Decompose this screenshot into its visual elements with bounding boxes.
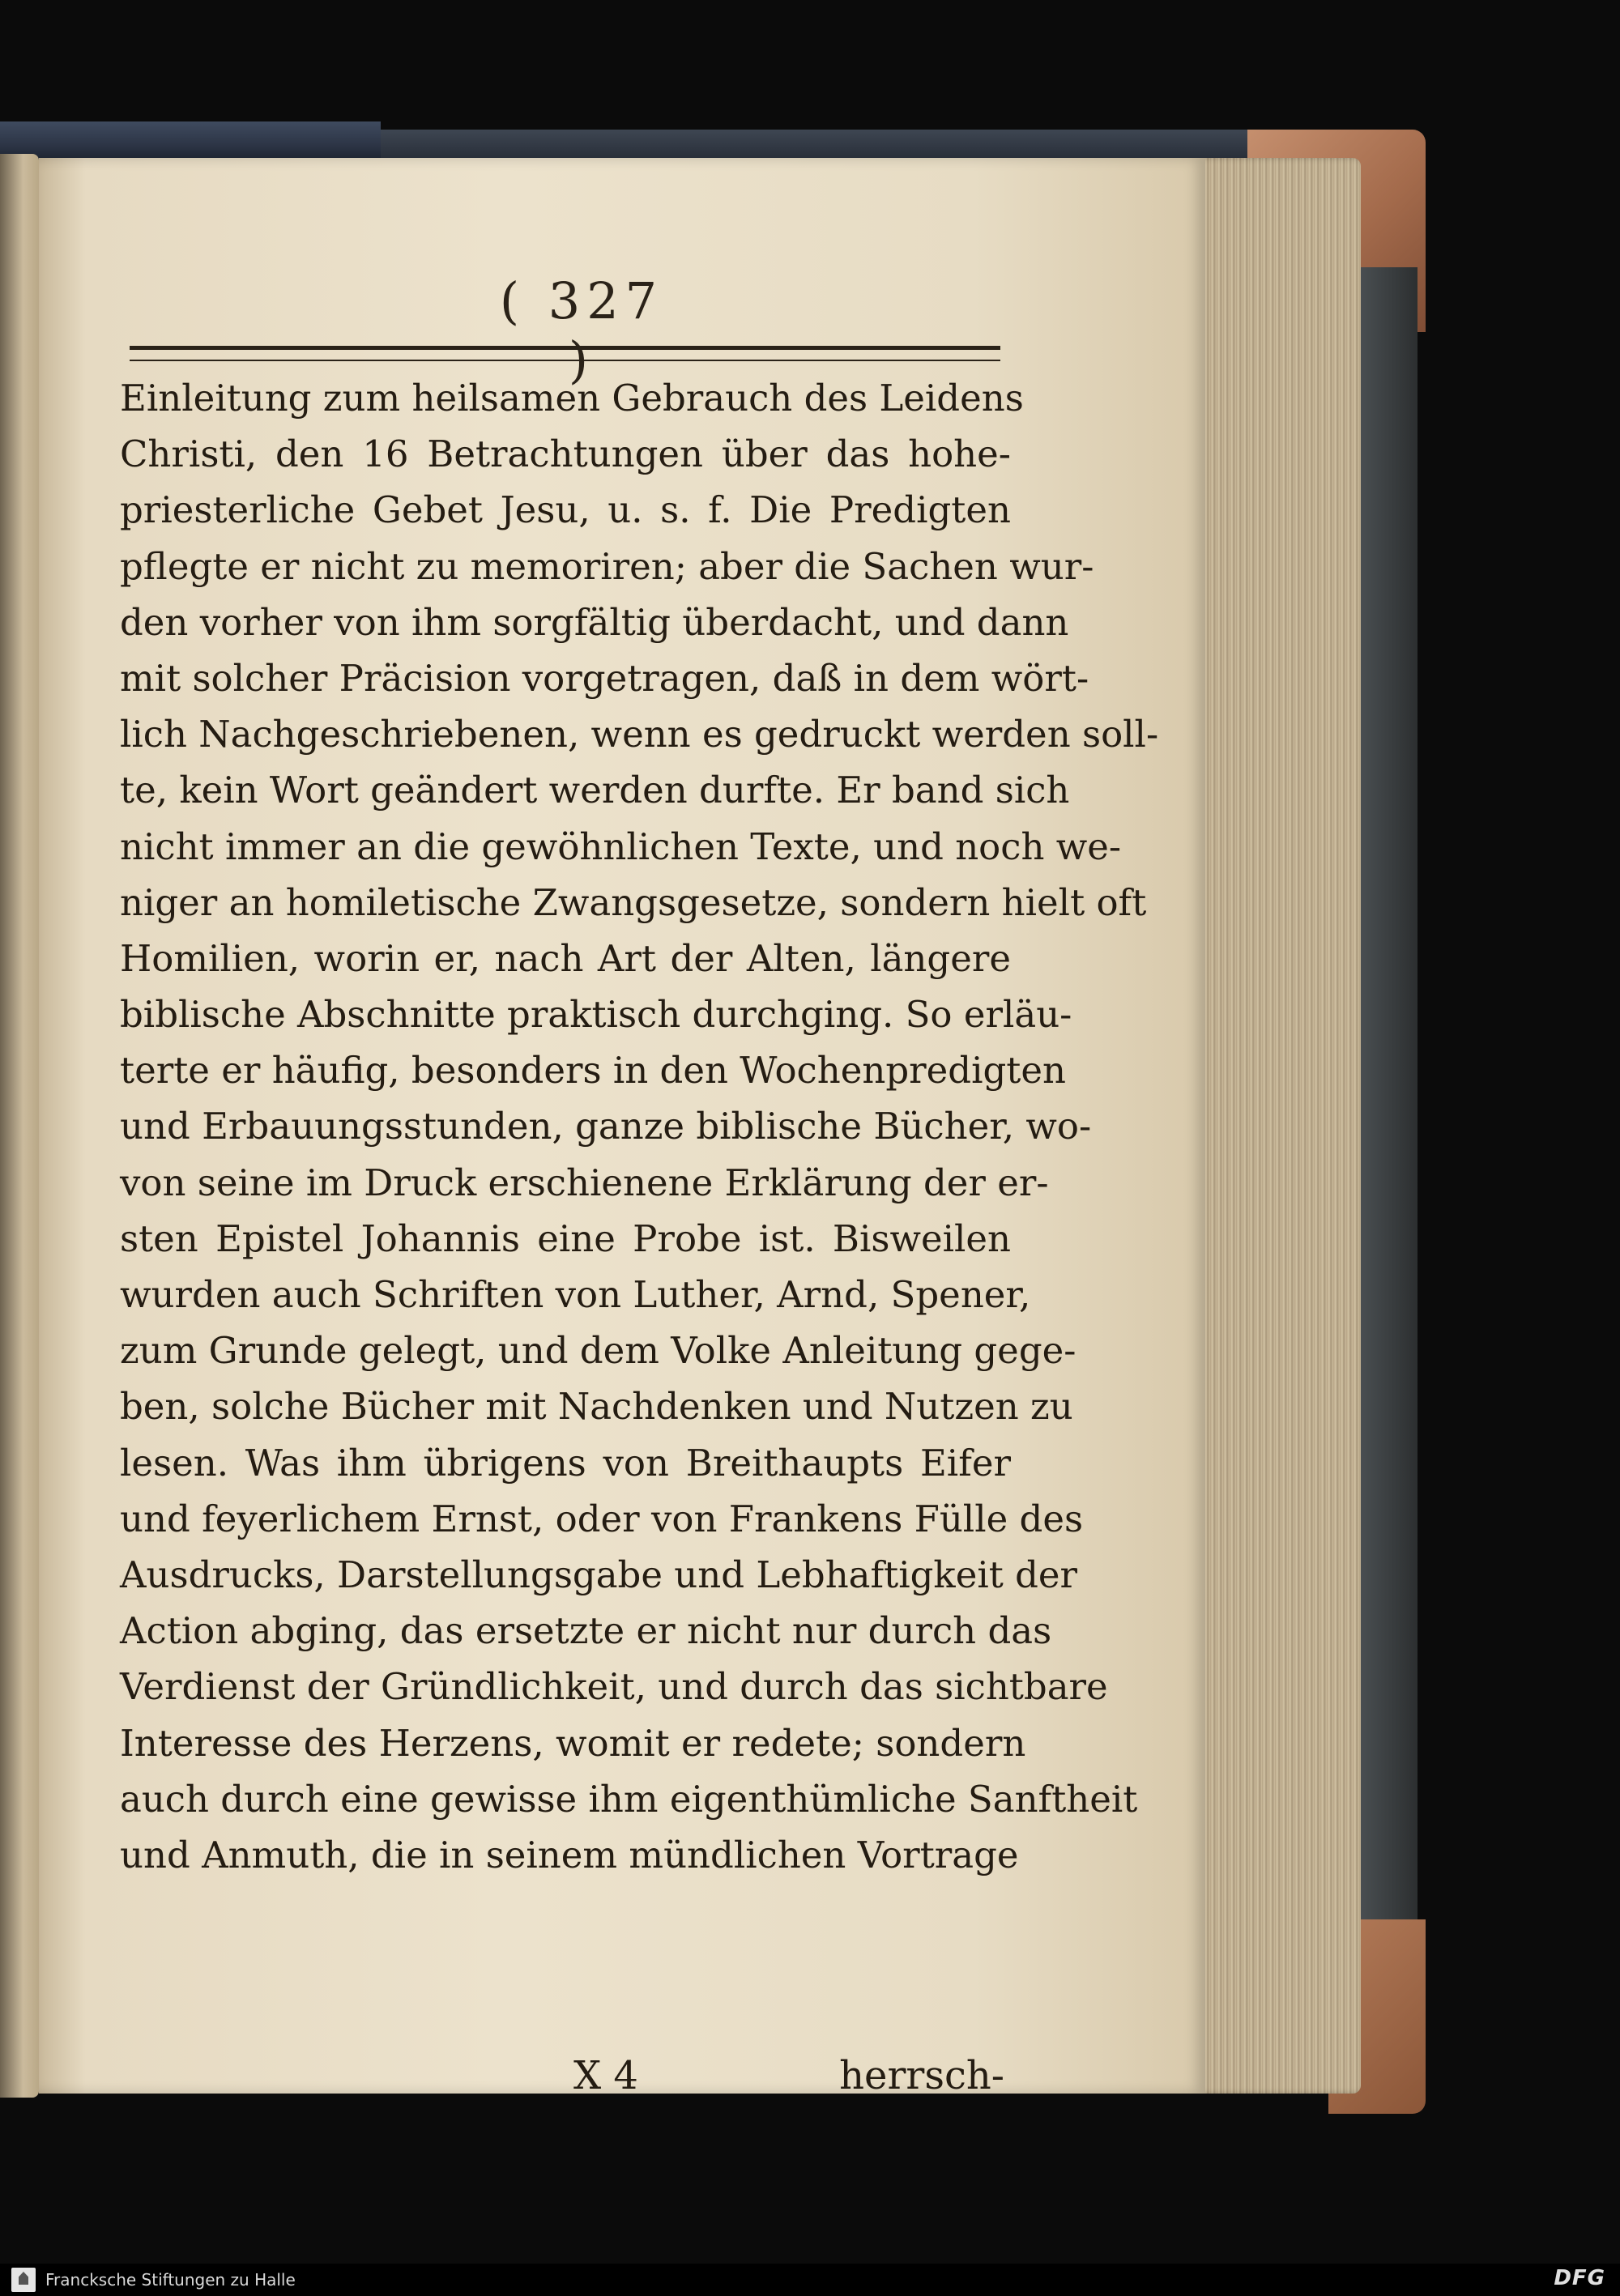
text-line: sten Epistel Johannis eine Probe ist. Bisweilen bbox=[120, 1216, 1011, 1260]
left-page-sliver bbox=[0, 154, 39, 2098]
left-cover-edge bbox=[0, 121, 381, 162]
text-line: Action abging, das ersetzte er nicht nur durch das bbox=[120, 1609, 1052, 1653]
text-line: lesen. Was ihm übrigens von Breithaupts Eifer bbox=[120, 1441, 1011, 1485]
text-line: Verdienst der Gründlichkeit, und durch das sichtbare bbox=[120, 1665, 1108, 1709]
text-line: lich Nachgeschriebenen, wenn es gedruckt werden soll- bbox=[120, 713, 1159, 756]
catchword: herrsch- bbox=[839, 2053, 1004, 2098]
text-line: Einleitung zum heilsamen Gebrauch des Leidens bbox=[120, 377, 1024, 420]
dfg-logo: DFG bbox=[1554, 2266, 1605, 2290]
text-line: auch durch eine gewisse ihm eigenthümliche Sanftheit bbox=[120, 1777, 1138, 1821]
text-line: pflegte er nicht zu memoriren; aber die Sachen wur- bbox=[120, 544, 1094, 588]
signature-mark: X 4 bbox=[573, 2053, 638, 2098]
book-page bbox=[39, 158, 1205, 2098]
text-line: mit solcher Präcision vorgetragen, daß in dem wört- bbox=[120, 656, 1089, 700]
text-line: priesterliche Gebet Jesu, u. s. f. Die Predigten bbox=[120, 488, 1011, 532]
page-edges bbox=[1191, 158, 1361, 2094]
text-line: niger an homiletische Zwangsgesetze, sondern hielt oft bbox=[120, 880, 1147, 924]
page-number-header: ( 327 ) bbox=[499, 271, 664, 390]
text-line: und Anmuth, die in seinem mündlichen Vortrage bbox=[120, 1833, 1019, 1876]
cover-top-strip bbox=[381, 130, 1304, 162]
text-line: ben, solche Bücher mit Nachdenken und Nutzen zu bbox=[120, 1385, 1073, 1429]
text-line: und feyerlichem Ernst, oder von Frankens Fülle des bbox=[120, 1497, 1084, 1540]
text-line: Interesse des Herzens, womit er redete; sondern bbox=[120, 1721, 1026, 1765]
text-line: und Erbauungsstunden, ganze biblische Bücher, wo- bbox=[120, 1105, 1092, 1148]
header-rule bbox=[130, 346, 1000, 361]
text-line: Christi, den 16 Betrachtungen über das hohe- bbox=[120, 432, 1011, 476]
institution-logo-icon bbox=[11, 2268, 36, 2292]
text-line: terte er häufig, besonders in den Wochenpredigten bbox=[120, 1049, 1067, 1093]
text-line: Ausdrucks, Darstellungsgabe und Lebhaftigkeit der bbox=[120, 1553, 1078, 1596]
body-text bbox=[120, 370, 1159, 1883]
text-line: nicht immer an die gewöhnlichen Texte, und noch we- bbox=[120, 824, 1122, 868]
text-line: Homilien, worin er, nach Art der Alten, längere bbox=[120, 936, 1011, 980]
page-footer bbox=[120, 2053, 1011, 2110]
institution-name: Francksche Stiftungen zu Halle bbox=[45, 2270, 296, 2290]
text-line: wurden auch Schriften von Luther, Arnd, Spener, bbox=[120, 1273, 1031, 1316]
text-line: biblische Abschnitte praktisch durchging. So erläu- bbox=[120, 993, 1072, 1037]
text-line: te, kein Wort geändert werden durfte. Er band sich bbox=[120, 769, 1070, 812]
text-line: zum Grunde gelegt, und dem Volke Anleitung gege- bbox=[120, 1329, 1076, 1373]
text-line: den vorher von ihm sorgfältig überdacht, und dann bbox=[120, 600, 1069, 644]
text-line: von seine im Druck erschienene Erklärung der er- bbox=[120, 1161, 1049, 1204]
